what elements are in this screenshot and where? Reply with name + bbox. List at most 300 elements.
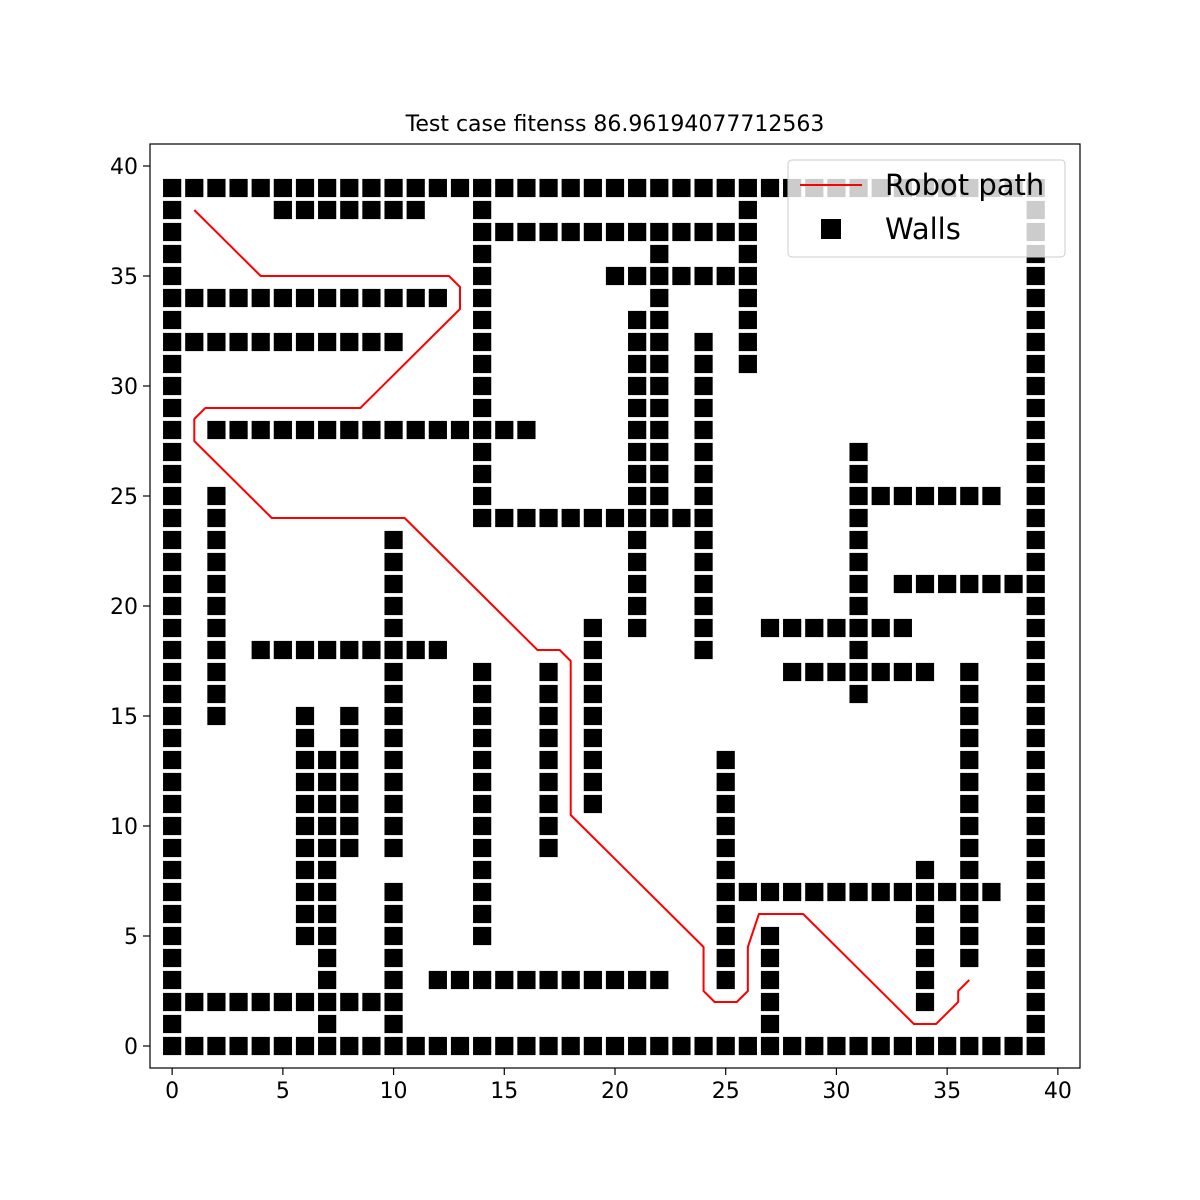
wall-marker: [362, 1036, 381, 1055]
wall-marker: [384, 178, 403, 197]
wall-marker: [539, 750, 558, 769]
wall-marker: [163, 1014, 182, 1033]
wall-marker: [1026, 530, 1045, 549]
wall-marker: [871, 618, 890, 637]
wall-marker: [295, 706, 314, 725]
wall-marker: [163, 442, 182, 461]
wall-marker: [163, 508, 182, 527]
wall-marker: [960, 882, 979, 901]
wall-marker: [185, 288, 204, 307]
wall-marker: [384, 992, 403, 1011]
wall-marker: [960, 728, 979, 747]
wall-marker: [628, 222, 647, 241]
wall-marker: [318, 948, 337, 967]
wall-marker: [650, 266, 669, 285]
wall-marker: [384, 420, 403, 439]
wall-marker: [406, 200, 425, 219]
wall-marker: [473, 750, 492, 769]
wall-marker: [163, 948, 182, 967]
wall-marker: [384, 200, 403, 219]
wall-marker: [650, 244, 669, 263]
wall-marker: [384, 816, 403, 835]
y-tick-label: 15: [110, 705, 138, 730]
wall-marker: [163, 992, 182, 1011]
wall-marker: [938, 1036, 957, 1055]
wall-marker: [915, 574, 934, 593]
wall-marker: [207, 178, 226, 197]
wall-marker: [384, 574, 403, 593]
wall-marker: [384, 662, 403, 681]
wall-marker: [871, 662, 890, 681]
wall-marker: [539, 1036, 558, 1055]
wall-marker: [473, 508, 492, 527]
wall-marker: [384, 970, 403, 989]
wall-marker: [583, 1036, 602, 1055]
wall-marker: [495, 508, 514, 527]
wall-marker: [295, 640, 314, 659]
wall-marker: [251, 992, 270, 1011]
wall-marker: [207, 662, 226, 681]
wall-marker: [738, 266, 757, 285]
wall-marker: [207, 552, 226, 571]
wall-marker: [295, 420, 314, 439]
wall-marker: [1026, 728, 1045, 747]
wall-marker: [295, 728, 314, 747]
wall-marker: [1026, 442, 1045, 461]
wall-marker: [295, 288, 314, 307]
wall-marker: [893, 882, 912, 901]
wall-marker: [340, 750, 359, 769]
wall-marker: [915, 882, 934, 901]
wall-marker: [960, 684, 979, 703]
wall-marker: [1026, 266, 1045, 285]
wall-marker: [273, 1036, 292, 1055]
wall-marker: [539, 816, 558, 835]
wall-marker: [628, 464, 647, 483]
wall-marker: [650, 970, 669, 989]
wall-marker: [229, 332, 248, 351]
wall-marker: [1026, 816, 1045, 835]
wall-marker: [473, 464, 492, 483]
wall-marker: [340, 706, 359, 725]
wall-marker: [650, 376, 669, 395]
wall-marker: [805, 662, 824, 681]
y-tick-label: 40: [110, 155, 138, 180]
wall-marker: [163, 926, 182, 945]
wall-marker: [473, 728, 492, 747]
wall-marker: [561, 178, 580, 197]
wall-marker: [628, 530, 647, 549]
wall-marker: [295, 992, 314, 1011]
wall-marker: [473, 486, 492, 505]
wall-marker: [827, 618, 846, 637]
wall-marker: [207, 640, 226, 659]
wall-marker: [473, 376, 492, 395]
wall-marker: [694, 442, 713, 461]
wall-marker: [539, 772, 558, 791]
wall-marker: [849, 882, 868, 901]
wall-marker: [760, 948, 779, 967]
wall-marker: [384, 288, 403, 307]
wall-marker: [915, 904, 934, 923]
wall-marker: [163, 222, 182, 241]
wall-marker: [628, 618, 647, 637]
wall-marker: [628, 596, 647, 615]
wall-marker: [318, 926, 337, 945]
wall-marker: [163, 750, 182, 769]
wall-marker: [362, 178, 381, 197]
wall-marker: [273, 640, 292, 659]
wall-marker: [650, 178, 669, 197]
wall-marker: [871, 486, 890, 505]
wall-marker: [849, 1036, 868, 1055]
wall-marker: [163, 552, 182, 571]
wall-marker: [163, 376, 182, 395]
wall-marker: [1026, 596, 1045, 615]
wall-marker: [340, 794, 359, 813]
wall-marker: [738, 200, 757, 219]
wall-marker: [871, 882, 890, 901]
y-tick-label: 5: [124, 925, 138, 950]
wall-marker: [495, 1036, 514, 1055]
wall-marker: [340, 640, 359, 659]
wall-marker: [163, 838, 182, 857]
wall-marker: [340, 1036, 359, 1055]
wall-marker: [915, 1036, 934, 1055]
wall-marker: [495, 970, 514, 989]
wall-marker: [229, 1036, 248, 1055]
wall-marker: [207, 574, 226, 593]
wall-marker: [694, 1036, 713, 1055]
wall-marker: [738, 882, 757, 901]
wall-marker: [384, 596, 403, 615]
wall-marker: [915, 948, 934, 967]
wall-marker: [849, 640, 868, 659]
wall-marker: [163, 464, 182, 483]
wall-marker: [938, 486, 957, 505]
wall-marker: [628, 574, 647, 593]
wall-marker: [539, 794, 558, 813]
wall-marker: [960, 816, 979, 835]
wall-marker: [362, 420, 381, 439]
wall-marker: [450, 420, 469, 439]
y-tick-label: 25: [110, 485, 138, 510]
wall-marker: [406, 1036, 425, 1055]
wall-marker: [473, 420, 492, 439]
wall-marker: [539, 684, 558, 703]
wall-marker: [163, 1036, 182, 1055]
legend-label: Walls: [885, 212, 961, 246]
wall-marker: [783, 618, 802, 637]
wall-marker: [760, 1014, 779, 1033]
wall-marker: [406, 178, 425, 197]
wall-marker: [318, 970, 337, 989]
wall-marker: [694, 398, 713, 417]
wall-marker: [273, 332, 292, 351]
wall-marker: [185, 1036, 204, 1055]
wall-marker: [163, 530, 182, 549]
wall-marker: [473, 794, 492, 813]
x-tick-label: 10: [379, 1079, 408, 1104]
wall-marker: [849, 552, 868, 571]
wall-marker: [1026, 772, 1045, 791]
wall-marker: [605, 178, 624, 197]
wall-marker: [760, 1036, 779, 1055]
wall-marker: [716, 266, 735, 285]
wall-marker: [628, 376, 647, 395]
wall-marker: [251, 640, 270, 659]
wall-marker: [628, 398, 647, 417]
wall-marker: [583, 728, 602, 747]
wall-marker: [384, 926, 403, 945]
wall-marker: [163, 728, 182, 747]
wall-marker: [384, 332, 403, 351]
wall-marker: [295, 772, 314, 791]
wall-marker: [783, 1036, 802, 1055]
wall-marker: [583, 508, 602, 527]
wall-marker: [1026, 992, 1045, 1011]
wall-marker: [207, 508, 226, 527]
wall-marker: [628, 354, 647, 373]
wall-marker: [805, 882, 824, 901]
wall-marker: [628, 508, 647, 527]
wall-marker: [716, 970, 735, 989]
wall-marker: [318, 288, 337, 307]
wall-marker: [960, 860, 979, 879]
wall-marker: [650, 1036, 669, 1055]
wall-marker: [893, 1036, 912, 1055]
wall-marker: [583, 640, 602, 659]
wall-marker: [561, 508, 580, 527]
wall-marker: [318, 838, 337, 857]
wall-marker: [960, 486, 979, 505]
wall-marker: [1026, 508, 1045, 527]
wall-marker: [384, 1036, 403, 1055]
wall-marker: [273, 992, 292, 1011]
wall-marker: [650, 222, 669, 241]
wall-marker: [628, 266, 647, 285]
wall-marker: [583, 178, 602, 197]
wall-marker: [539, 970, 558, 989]
wall-marker: [473, 244, 492, 263]
wall-marker: [495, 178, 514, 197]
wall-marker: [716, 816, 735, 835]
wall-marker: [672, 1036, 691, 1055]
x-tick-label: 35: [933, 1079, 962, 1104]
wall-marker: [539, 178, 558, 197]
wall-marker: [163, 882, 182, 901]
wall-marker: [561, 1036, 580, 1055]
wall-marker: [163, 970, 182, 989]
wall-marker: [716, 904, 735, 923]
wall-marker: [340, 838, 359, 857]
wall-marker: [318, 904, 337, 923]
wall-marker: [340, 200, 359, 219]
wall-marker: [318, 794, 337, 813]
wall-marker: [694, 596, 713, 615]
wall-marker: [716, 750, 735, 769]
wall-marker: [1026, 904, 1045, 923]
wall-marker: [650, 398, 669, 417]
wall-marker: [738, 178, 757, 197]
y-tick-label: 35: [110, 265, 138, 290]
wall-marker: [893, 486, 912, 505]
wall-marker: [517, 420, 536, 439]
wall-marker: [163, 574, 182, 593]
wall-marker: [628, 970, 647, 989]
wall-marker: [1026, 838, 1045, 857]
wall-marker: [738, 354, 757, 373]
wall-marker: [827, 882, 846, 901]
wall-marker: [1026, 310, 1045, 329]
legend-label: Robot path: [885, 168, 1045, 202]
wall-marker: [340, 816, 359, 835]
wall-marker: [207, 706, 226, 725]
wall-marker: [539, 508, 558, 527]
wall-marker: [163, 244, 182, 263]
wall-marker: [473, 442, 492, 461]
wall-marker: [805, 1036, 824, 1055]
wall-marker: [628, 420, 647, 439]
wall-marker: [539, 222, 558, 241]
wall-marker: [362, 640, 381, 659]
wall-marker: [1026, 618, 1045, 637]
x-tick-label: 0: [165, 1079, 180, 1104]
wall-marker: [229, 420, 248, 439]
wall-marker: [450, 178, 469, 197]
wall-marker: [473, 222, 492, 241]
wall-marker: [650, 332, 669, 351]
wall-marker: [849, 530, 868, 549]
wall-marker: [163, 706, 182, 725]
wall-marker: [450, 1036, 469, 1055]
wall-marker: [783, 662, 802, 681]
wall-marker: [583, 618, 602, 637]
wall-marker: [960, 794, 979, 813]
wall-marker: [1004, 1036, 1023, 1055]
wall-marker: [428, 420, 447, 439]
wall-marker: [672, 266, 691, 285]
wall-marker: [672, 508, 691, 527]
wall-marker: [960, 1036, 979, 1055]
wall-marker: [473, 838, 492, 857]
wall-marker: [473, 200, 492, 219]
wall-marker: [1026, 860, 1045, 879]
wall-marker: [163, 354, 182, 373]
wall-marker: [628, 552, 647, 571]
wall-marker: [428, 1036, 447, 1055]
wall-marker: [384, 948, 403, 967]
wall-marker: [849, 442, 868, 461]
wall-marker: [495, 222, 514, 241]
wall-marker: [849, 486, 868, 505]
wall-marker: [473, 860, 492, 879]
wall-marker: [738, 222, 757, 241]
wall-marker: [295, 332, 314, 351]
y-tick-label: 10: [110, 815, 138, 840]
chart-title: Test case fitenss 86.96194077712563: [405, 112, 825, 137]
wall-marker: [517, 970, 536, 989]
wall-marker: [362, 332, 381, 351]
wall-marker: [251, 288, 270, 307]
wall-marker: [318, 750, 337, 769]
wall-marker: [738, 288, 757, 307]
wall-marker: [849, 684, 868, 703]
wall-marker: [384, 750, 403, 769]
wall-marker: [517, 508, 536, 527]
wall-marker: [694, 618, 713, 637]
wall-marker: [1026, 926, 1045, 945]
wall-marker: [207, 530, 226, 549]
wall-marker: [1026, 552, 1045, 571]
wall-marker: [1026, 948, 1045, 967]
wall-marker: [473, 772, 492, 791]
wall-marker: [760, 178, 779, 197]
wall-marker: [694, 178, 713, 197]
wall-marker: [605, 222, 624, 241]
wall-marker: [163, 794, 182, 813]
wall-marker: [207, 596, 226, 615]
wall-marker: [915, 662, 934, 681]
wall-marker: [893, 574, 912, 593]
wall-marker: [694, 486, 713, 505]
wall-marker: [539, 838, 558, 857]
wall-marker: [340, 332, 359, 351]
wall-marker: [716, 772, 735, 791]
wall-marker: [694, 222, 713, 241]
wall-marker: [163, 266, 182, 285]
wall-marker: [915, 970, 934, 989]
wall-marker: [650, 442, 669, 461]
wall-marker: [185, 178, 204, 197]
wall-marker: [318, 178, 337, 197]
wall-marker: [163, 772, 182, 791]
wall-marker: [1026, 354, 1045, 373]
wall-marker: [318, 882, 337, 901]
wall-marker: [982, 882, 1001, 901]
wall-marker: [628, 178, 647, 197]
wall-marker: [915, 992, 934, 1011]
wall-marker: [1026, 794, 1045, 813]
wall-marker: [185, 992, 204, 1011]
wall-marker: [694, 640, 713, 659]
wall-marker: [650, 508, 669, 527]
wall-marker: [163, 904, 182, 923]
wall-marker: [384, 640, 403, 659]
wall-marker: [1026, 706, 1045, 725]
wall-marker: [539, 728, 558, 747]
wall-marker: [672, 222, 691, 241]
wall-marker: [849, 464, 868, 483]
wall-marker: [605, 508, 624, 527]
wall-marker: [273, 420, 292, 439]
wall-marker: [539, 662, 558, 681]
wall-marker: [1026, 398, 1045, 417]
wall-marker: [628, 486, 647, 505]
wall-marker: [207, 332, 226, 351]
wall-marker: [318, 640, 337, 659]
wall-marker: [473, 904, 492, 923]
wall-marker: [295, 178, 314, 197]
wall-marker: [827, 662, 846, 681]
wall-marker: [295, 1036, 314, 1055]
wall-marker: [561, 970, 580, 989]
wall-marker: [340, 772, 359, 791]
wall-marker: [473, 332, 492, 351]
wall-marker: [318, 772, 337, 791]
wall-marker: [628, 1036, 647, 1055]
wall-marker: [849, 618, 868, 637]
